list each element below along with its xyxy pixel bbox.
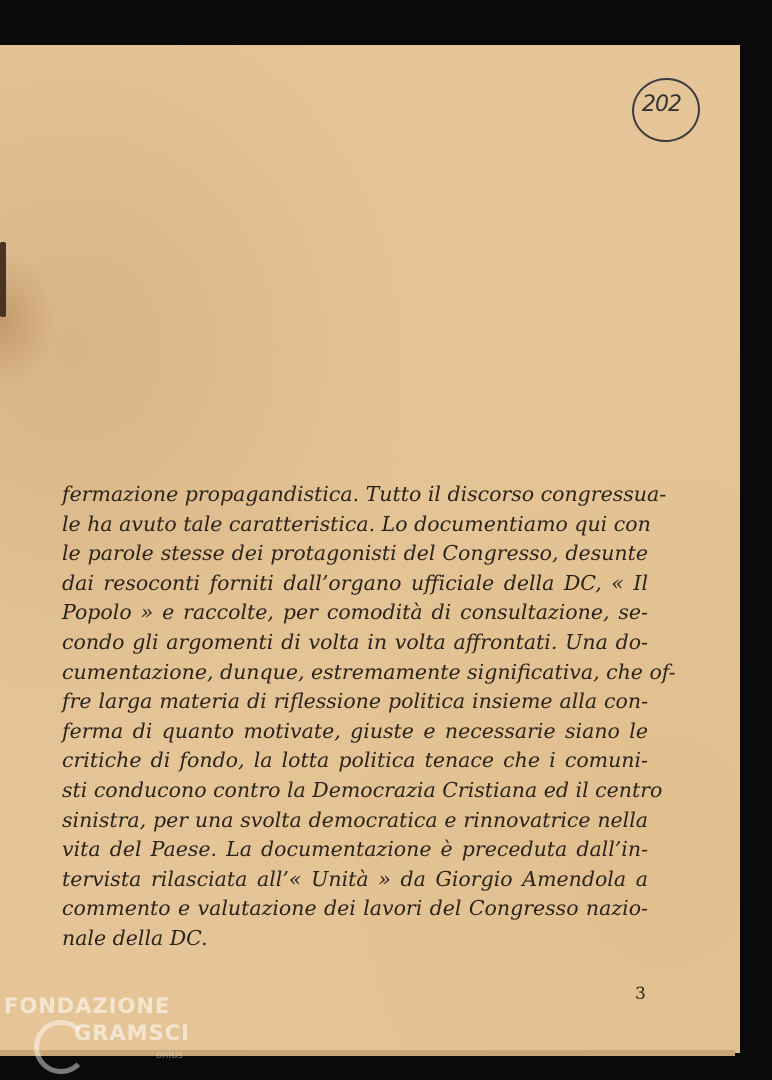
page-number: 3 bbox=[635, 984, 646, 1004]
text-line: condo gli argomenti di volta in volta affrontati. Una do- bbox=[62, 629, 648, 654]
text-line: fre larga materia di riflessione politica insieme alla con- bbox=[62, 689, 648, 714]
binding-stain bbox=[0, 250, 55, 390]
staple bbox=[0, 242, 6, 317]
text-line: sti conducono contro la Democrazia Cristiana ed il centro bbox=[62, 777, 663, 802]
page-edge bbox=[0, 1050, 735, 1056]
text-line: commento e valutazione dei lavori del Congresso nazio- bbox=[62, 896, 648, 921]
text-line: sinistra, per una svolta democratica e rinnovatrice nella bbox=[62, 807, 648, 832]
text-line: fermazione propagandistica. Tutto il discorso congressua- bbox=[62, 482, 667, 506]
watermark-line1: FONDAZIONE bbox=[4, 994, 171, 1018]
text-line: Popolo » e raccolte, per comodità di consultazione, se- bbox=[62, 600, 648, 625]
body-paragraph bbox=[62, 480, 676, 954]
text-line: tervista rilasciata all’« Unità » da Giorgio Amendola a bbox=[62, 866, 648, 891]
watermark-line3: onlus bbox=[156, 1050, 183, 1061]
text-line: vita del Paese. La documentazione è preceduta dall’in- bbox=[62, 837, 648, 862]
text-line: dai resoconti forniti dall’organo ufficiale della DC, « Il bbox=[62, 570, 648, 595]
text-line: le ha avuto tale caratteristica. Lo documentiamo qui con bbox=[62, 511, 651, 536]
text-line: cumentazione, dunque, estremamente significativa, che of- bbox=[62, 659, 676, 684]
text-line: le parole stesse dei protagonisti del Congresso, desunte bbox=[62, 541, 648, 566]
text-line: nale della DC. bbox=[62, 925, 208, 950]
text-line: critiche di fondo, la lotta politica tenace che i comuni- bbox=[62, 748, 648, 773]
archive-stamp-number: 202 bbox=[642, 92, 681, 117]
text-line: ferma di quanto motivate, giuste e necessarie siano le bbox=[62, 718, 648, 743]
watermark-line2: GRAMSCI bbox=[74, 1021, 190, 1045]
